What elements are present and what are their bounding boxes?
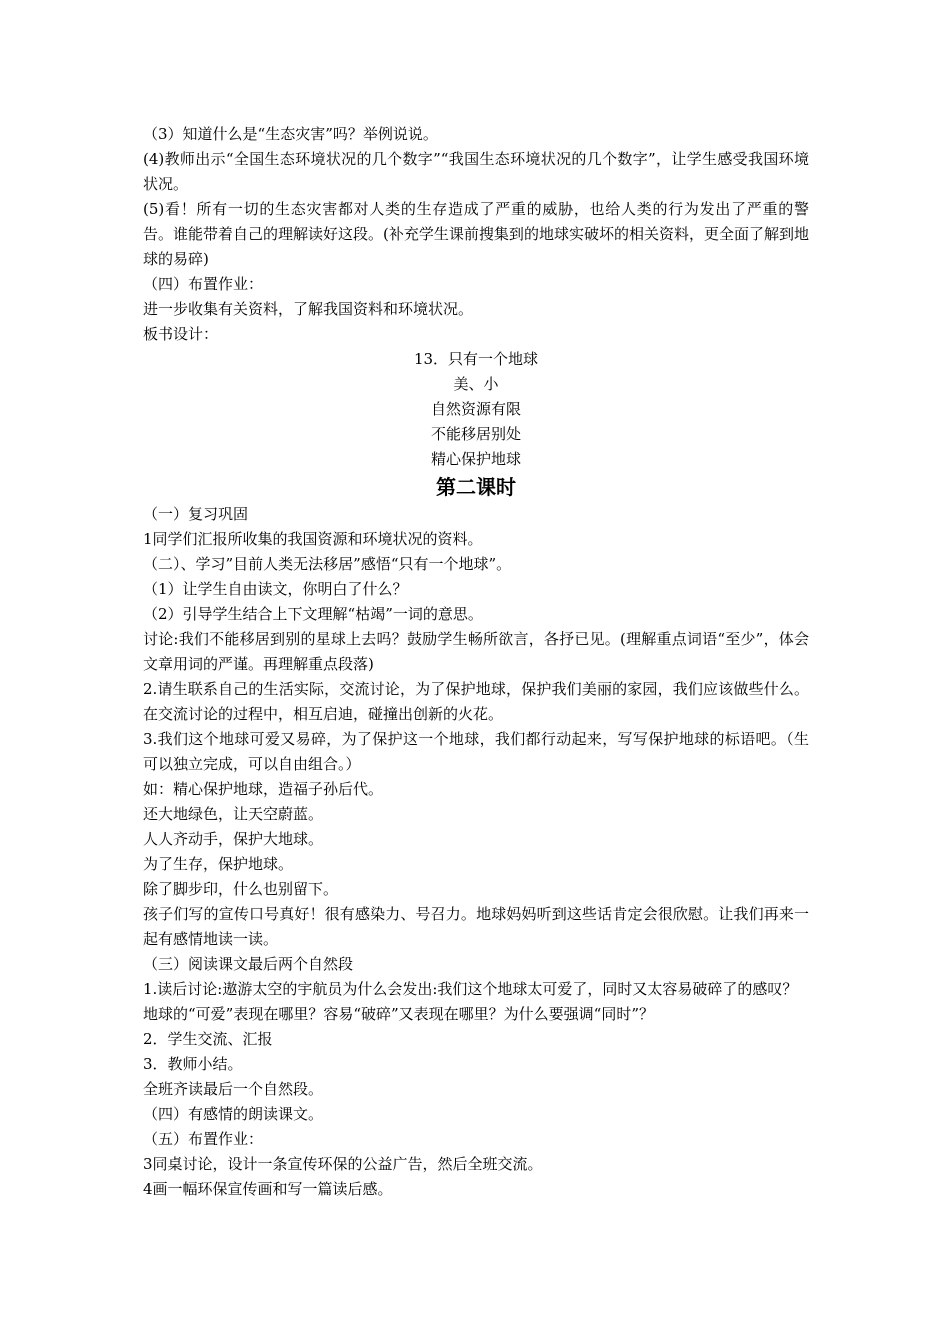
paragraph: 进一步收集有关资料，了解我国资料和环境状况。 (143, 300, 474, 318)
paragraph: 3．教师小结。 (143, 1055, 243, 1073)
slogan-item: 如：精心保护地球，造福子孙后代。 (143, 780, 384, 798)
paragraph: 孩子们写的宣传口号真好！很有感染力、号召力。地球妈妈听到这些话肯定会很欣慰。让我们再来一起有感情地读一读。 (143, 905, 809, 948)
paragraph: 4画一幅环保宣传画和写一篇读后感。 (143, 1180, 393, 1198)
paragraph: 讨论:我们不能移居到别的星球上去吗？鼓励学生畅所欲言，各抒已见。(理解重点词语“至少”，体会文章用词的严谨。再理解重点段落) (143, 630, 809, 673)
paragraph: (4)教师出示“全国生态环境状况的几个数字”“我国生态环境状况的几个数字”，让学生感受我国环境状况。 (143, 150, 809, 193)
slogan-item: 还大地绿色，让天空蔚蓝。 (143, 805, 324, 823)
paragraph: 2.请生联系自己的生活实际，交流讨论，为了保护地球，保护我们美丽的家园，我们应该做些什么。在交流讨论的过程中，相互启迪，碰撞出创新的火花。 (143, 680, 809, 723)
paragraph: 3同桌讨论，设计一条宣传环保的公益广告，然后全班交流。 (143, 1155, 543, 1173)
slogan-item: 人人齐动手，保护大地球。 (143, 830, 324, 848)
section-heading: 第二课时 (436, 475, 516, 499)
paragraph: 地球的“可爱”表现在哪里？容易“破碎”又表现在哪里？为什么要强调“同时”？ (143, 1005, 655, 1023)
paragraph: 1.读后讨论:遨游太空的宇航员为什么会发出:我们这个地球太可爱了，同时又太容易破碎了的感叹？ (143, 980, 798, 998)
paragraph: （1）让学生自由读文，你明白了什么？ (143, 580, 408, 598)
paragraph: 全班齐读最后一个自然段。 (143, 1080, 324, 1098)
board-title: 13．只有一个地球 (413, 350, 539, 368)
paragraph: （二）、学习”目前人类无法移居”感悟“只有一个地球”。 (143, 555, 512, 573)
paragraph: （四）布置作业： (143, 275, 264, 293)
lesson-one-section (143, 122, 809, 347)
lesson-two-section (143, 502, 809, 1202)
paragraph: (5)看！所有一切的生态灾害都对人类的生存造成了严重的威胁，也给人类的行为发出了严重的警告。谁能带着自己的理解读好这段。(补充学生课前搜集到的地球实破坏的相关资料，更全面了解到地球的易碎) (143, 200, 809, 268)
paragraph: （四）有感情的朗读课文。 (143, 1105, 324, 1123)
board-line: 精心保护地球 (430, 450, 521, 468)
paragraph: （3）知道什么是“生态灾害”吗？举例说说。 (143, 125, 438, 143)
blackboard-design (143, 347, 809, 472)
board-line: 自然资源有限 (430, 400, 521, 418)
paragraph: （2）引导学生结合上下文理解“枯竭”一词的意思。 (143, 605, 483, 623)
paragraph: （五）布置作业： (143, 1130, 264, 1148)
paragraph: 1同学们汇报所收集的我国资源和环境状况的资料。 (143, 530, 483, 548)
board-line: 美、小 (453, 375, 499, 393)
board-line: 不能移居别处 (430, 425, 521, 443)
slogan-item: 为了生存，保护地球。 (143, 855, 294, 873)
paragraph: 2．学生交流、汇报 (143, 1030, 273, 1048)
paragraph: 板书设计： (143, 325, 219, 343)
paragraph: （一）复习巩固 (143, 505, 249, 523)
paragraph: 3.我们这个地球可爱又易碎，为了保护这一个地球，我们都行动起来，写写保护地球的标语吧。（生可以独立完成，可以自由组合。） (143, 730, 809, 773)
paragraph: （三）阅读课文最后两个自然段 (143, 955, 354, 973)
document-page (143, 122, 809, 1202)
slogan-item: 除了脚步印，什么也别留下。 (143, 880, 339, 898)
